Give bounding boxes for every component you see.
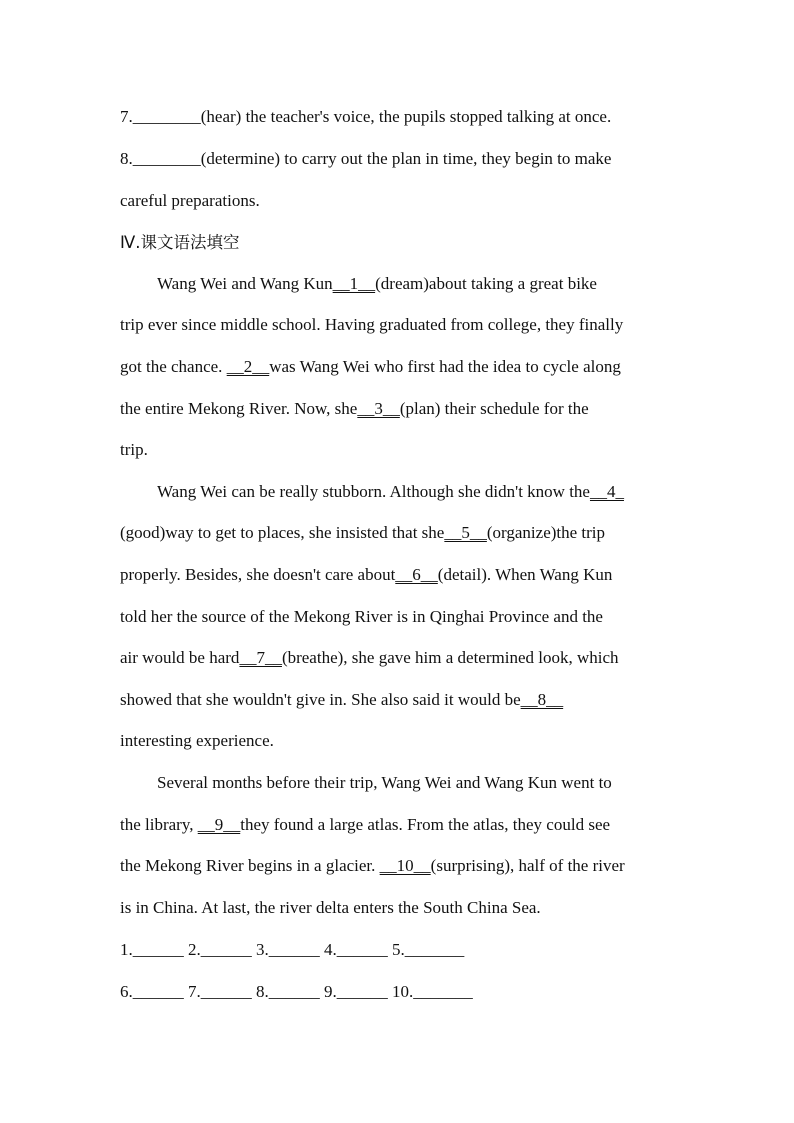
passage-line — [120, 855, 680, 877]
passage-text: (detail). When Wang Kun — [437, 565, 613, 584]
blank-3[interactable]: __3__ — [357, 399, 400, 418]
blank-2[interactable]: __2__ — [226, 357, 270, 376]
passage-text: (plan) their schedule for the — [399, 399, 589, 418]
passage-line: Several months before their trip, Wang Wei and Wang Kun went to — [157, 773, 612, 792]
question-number: 7. — [120, 107, 133, 126]
passage-line: is in China. At last, the river delta enters the South China Sea. — [120, 898, 541, 917]
passage-line — [120, 564, 680, 586]
passage-line — [157, 481, 717, 503]
question-number: 8. — [120, 149, 133, 168]
passage-text: (surprising), half of the river — [430, 856, 625, 875]
answer-blank[interactable]: ________ — [132, 107, 201, 126]
passage-text: the Mekong River begins in a glacier. — [120, 856, 380, 875]
passage-text: (good)way to get to places, she insisted that she — [120, 523, 445, 542]
answer-blank[interactable]: ________ — [132, 149, 201, 168]
blank-1[interactable]: __1__ — [332, 274, 376, 293]
blank-9[interactable]: __9__ — [197, 815, 241, 834]
question-text: (hear) the teacher's voice, the pupils stopped talking at once. — [200, 107, 612, 126]
blank-5[interactable]: __5__ — [444, 523, 487, 542]
passage-text: (dream)about taking a great bike — [375, 274, 597, 293]
passage-line: told her the source of the Mekong River is in Qinghai Province and the — [120, 607, 603, 626]
question-7 — [120, 106, 680, 128]
passage-text: Wang Wei and Wang Kun — [157, 274, 333, 293]
blank-7[interactable]: __7__ — [239, 648, 282, 667]
passage-line: interesting experience. — [120, 731, 274, 750]
blank-8[interactable]: __8__ — [520, 690, 564, 709]
passage-text: they found a large atlas. From the atlas, they could see — [240, 815, 611, 834]
answer-row-2[interactable]: 6.______ 7.______ 8.______ 9.______ 10._______ — [120, 982, 473, 1001]
passage-text: (breathe), she gave him a determined look, which — [281, 648, 619, 667]
passage-line — [120, 356, 680, 378]
passage-line — [157, 273, 717, 295]
blank-6[interactable]: __6__ — [395, 565, 438, 584]
passage-line — [120, 398, 680, 420]
blank-4[interactable]: __4_ — [589, 482, 624, 501]
blank-10[interactable]: __10__ — [379, 856, 431, 875]
passage-text: the library, — [120, 815, 198, 834]
passage-line — [120, 689, 680, 711]
question-text: (determine) to carry out the plan in time, they begin to make — [200, 149, 612, 168]
passage-line — [120, 814, 680, 836]
passage-text: the entire Mekong River. Now, she — [120, 399, 358, 418]
section-title: Ⅳ.课文语法填空 — [120, 233, 240, 252]
passage-text: (organize)the trip — [486, 523, 606, 542]
passage-line: trip ever since middle school. Having graduated from college, they finally — [120, 315, 624, 334]
passage-text: got the chance. — [120, 357, 227, 376]
question-8 — [120, 148, 680, 170]
passage-line — [120, 647, 680, 669]
passage-line — [120, 522, 680, 544]
passage-text: was Wang Wei who first had the idea to cycle along — [269, 357, 621, 376]
passage-text: showed that she wouldn't give in. She also said it would be — [120, 690, 521, 709]
passage-line: trip. — [120, 440, 148, 459]
answer-row-1[interactable]: 1.______ 2.______ 3.______ 4.______ 5._______ — [120, 940, 465, 959]
passage-text: Wang Wei can be really stubborn. Although she didn't know the — [157, 482, 590, 501]
passage-text: air would be hard — [120, 648, 240, 667]
passage-text: properly. Besides, she doesn't care about — [120, 565, 396, 584]
question-8-continued: careful preparations. — [120, 191, 260, 210]
